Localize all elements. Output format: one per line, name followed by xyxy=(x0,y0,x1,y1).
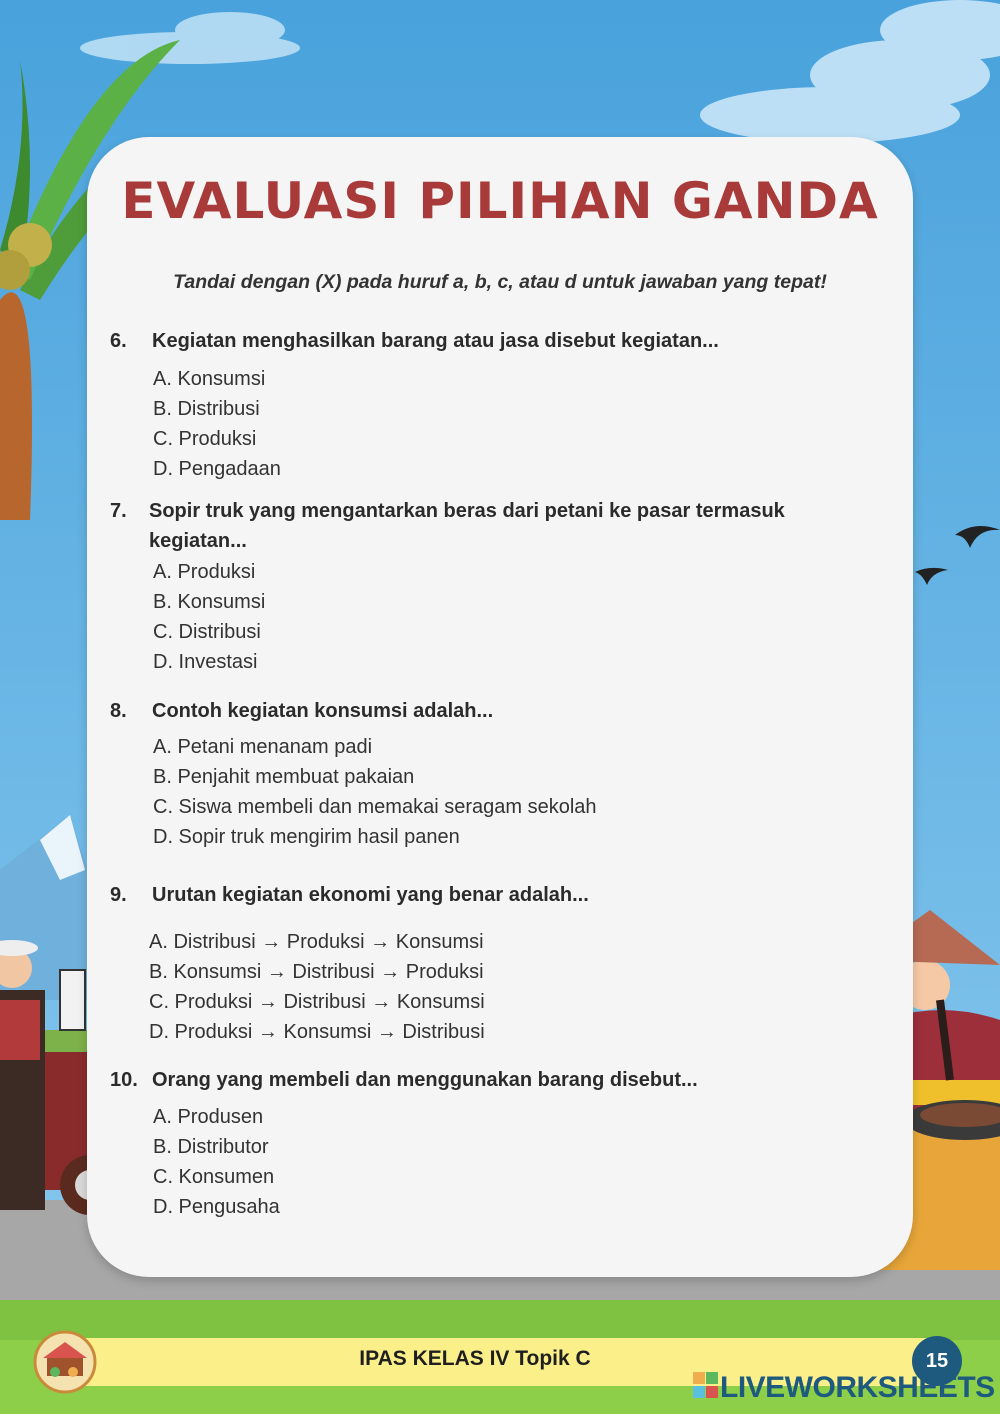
question-number: 9. xyxy=(110,884,127,906)
question-7 xyxy=(110,496,850,556)
option-6d[interactable]: D. Pengadaan xyxy=(153,458,281,480)
option-9a[interactable]: A. Distribusi → Produksi → Konsumsi xyxy=(149,931,484,953)
option-9d[interactable]: D. Produksi → Konsumsi → Distribusi xyxy=(149,1021,485,1043)
option-7d[interactable]: D. Investasi xyxy=(153,651,258,673)
option-6a[interactable]: A. Konsumsi xyxy=(153,368,266,390)
question-text: Contoh kegiatan konsumsi adalah... xyxy=(152,700,494,722)
option-10b[interactable]: B. Distributor xyxy=(153,1136,269,1158)
question-text: Kegiatan menghasilkan barang atau jasa disebut kegiatan... xyxy=(152,330,719,352)
option-10a[interactable]: A. Produsen xyxy=(153,1106,264,1128)
question-number: 10. xyxy=(110,1069,138,1091)
page-number-badge: 15 xyxy=(912,1336,962,1386)
option-9c[interactable]: C. Produksi → Distribusi → Konsumsi xyxy=(149,991,485,1013)
option-6c[interactable]: C. Produksi xyxy=(153,428,257,450)
market-logo-icon xyxy=(33,1330,97,1394)
question-text: Urutan kegiatan ekonomi yang benar adalah... xyxy=(152,884,589,906)
question-text-line2: kegiatan... xyxy=(149,530,247,552)
option-8c[interactable]: C. Siswa membeli dan memakai seragam sekolah xyxy=(153,796,597,818)
option-8d[interactable]: D. Sopir truk mengirim hasil panen xyxy=(153,826,460,848)
option-10c[interactable]: C. Konsumen xyxy=(153,1166,275,1188)
watermark-text: LIVEWORKSHEETS xyxy=(720,1371,995,1404)
option-7c[interactable]: C. Distribusi xyxy=(153,621,261,643)
option-10d[interactable]: D. Pengusaha xyxy=(153,1196,280,1218)
liveworksheets-logo-icon xyxy=(693,1372,719,1400)
option-7a[interactable]: A. Produksi xyxy=(153,561,256,583)
footer-label: IPAS KELAS IV Topik C xyxy=(359,1347,591,1370)
option-8a[interactable]: A. Petani menanam padi xyxy=(153,736,373,758)
question-text-line1: Sopir truk yang mengantarkan beras dari petani ke pasar termasuk xyxy=(149,500,785,522)
question-number: 6. xyxy=(110,330,127,352)
question-text: Orang yang membeli dan menggunakan barang disebut... xyxy=(152,1069,698,1091)
option-9b[interactable]: B. Konsumsi → Distribusi → Produksi xyxy=(149,961,484,983)
page-title: EVALUASI PILIHAN GANDA xyxy=(121,172,879,230)
option-6b[interactable]: B. Distribusi xyxy=(153,398,260,420)
question-number: 7. xyxy=(110,500,127,522)
instruction-text: Tandai dengan (X) pada huruf a, b, c, atau d untuk jawaban yang tepat! xyxy=(173,271,827,293)
option-8b[interactable]: B. Penjahit membuat pakaian xyxy=(153,766,415,788)
option-7b[interactable]: B. Konsumsi xyxy=(153,591,266,613)
question-number: 8. xyxy=(110,700,127,722)
